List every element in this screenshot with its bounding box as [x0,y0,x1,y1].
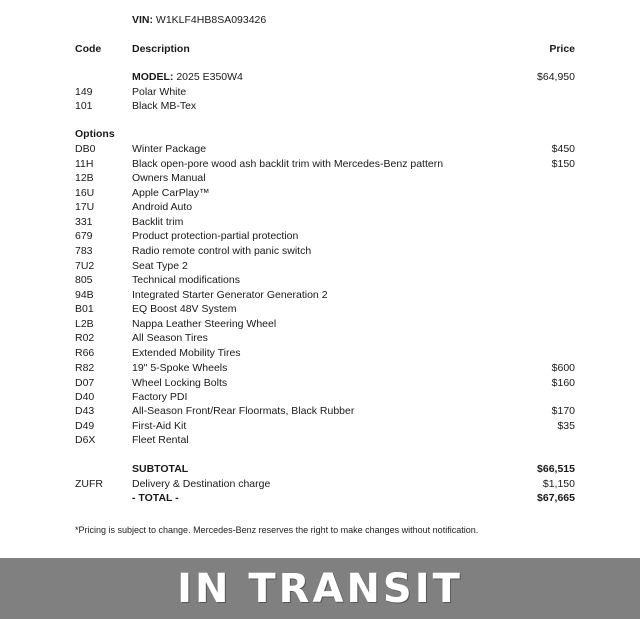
model-price: $64,950 [537,71,575,83]
option-code: 7U2 [75,260,95,272]
option-code: 16U [75,187,95,199]
option-description: All-Season Front/Rear Floormats, Black Rubber [132,405,355,417]
subtotal-label: SUBTOTAL [132,463,189,475]
destination-price: $1,150 [542,478,575,490]
option-description: Backlit trim [132,216,184,228]
option-code: 11H [75,158,94,170]
model-label: MODEL: [132,71,174,83]
vin-line [132,13,266,28]
total-label: - TOTAL - [132,492,179,504]
option-code: R02 [75,332,95,344]
column-headers [0,42,640,57]
option-code: R82 [75,362,95,374]
option-price: $170 [551,405,575,417]
pricing-note: *Pricing is subject to change. Mercedes-Benz reserves the right to make changes without notification. [75,525,479,535]
table-row [0,317,640,332]
table-row [0,273,640,288]
option-description: Radio remote control with panic switch [132,245,312,257]
option-description: Fleet Rental [132,434,189,446]
total-row [0,491,640,506]
option-description: Factory PDI [132,391,188,403]
item-code: 149 [75,86,93,98]
option-description: Wheel Locking Bolts [132,377,228,389]
table-row [0,85,640,100]
option-description: 19" 5-Spoke Wheels [132,362,228,374]
table-row [0,288,640,303]
option-description: Black open-pore wood ash backlit trim with Mercedes-Benz pattern [132,158,444,170]
option-code: D43 [75,405,95,417]
table-row [0,433,640,448]
table-row [0,229,640,244]
option-code: D40 [75,391,95,403]
option-code: 805 [75,274,93,286]
in-transit-banner [0,558,640,619]
table-row [0,171,640,186]
option-code: 679 [75,230,93,242]
option-description: Android Auto [132,201,193,213]
option-code: D6X [75,434,96,446]
destination-code: ZUFR [75,478,103,490]
table-row [0,259,640,274]
header-code: Code [75,43,102,55]
option-description: Winter Package [132,143,207,155]
table-row [0,186,640,201]
option-code: 94B [75,289,94,301]
option-price: $450 [551,143,575,155]
option-code: B01 [75,303,94,315]
option-price: $35 [557,420,575,432]
option-description: Seat Type 2 [132,260,188,272]
option-code: R66 [75,347,95,359]
option-code: 12B [75,172,94,184]
item-code: 101 [75,100,93,112]
option-code: 17U [75,201,95,213]
table-row [0,142,640,157]
model-value: 2025 E350W4 [176,71,243,83]
subtotal-price: $66,515 [537,463,575,475]
option-description: Nappa Leather Steering Wheel [132,318,277,330]
vin-label: VIN: [132,14,153,26]
table-row [0,244,640,259]
option-code: 783 [75,245,93,257]
option-description: Apple CarPlay™ [132,187,210,199]
table-row [0,215,640,230]
options-heading: Options [75,128,115,140]
option-description: First-Aid Kit [132,420,187,432]
table-row [0,404,640,419]
option-price: $160 [551,377,575,389]
option-description: EQ Boost 48V System [132,303,237,315]
table-row [0,361,640,376]
table-row [0,99,640,114]
table-row [0,302,640,317]
option-description: All Season Tires [132,332,208,344]
model-row [0,70,640,85]
option-code: DB0 [75,143,96,155]
option-price: $150 [551,158,575,170]
destination-row [0,477,640,492]
option-code: D07 [75,377,95,389]
subtotal-row [0,462,640,477]
banner-text: IN TRANSIT [177,565,463,612]
option-description: Technical modifications [132,274,240,286]
table-row [0,346,640,361]
option-code: 331 [75,216,93,228]
item-description: Black MB-Tex [132,100,197,112]
option-description: Integrated Starter Generator Generation 2 [132,289,328,301]
vin-value: W1KLF4HB8SA093426 [155,14,267,26]
option-description: Owners Manual [132,172,206,184]
table-row [0,390,640,405]
destination-description: Delivery & Destination charge [132,478,271,490]
option-description: Product protection-partial protection [132,230,299,242]
table-row [0,419,640,434]
option-code: L2B [75,318,94,330]
table-row [0,200,640,215]
total-price: $67,665 [537,492,575,504]
table-row [0,376,640,391]
option-description: Extended Mobility Tires [132,347,241,359]
option-code: D49 [75,420,95,432]
item-description: Polar White [132,86,187,98]
table-row [0,331,640,346]
header-price: Price [549,43,575,55]
header-description: Description [132,43,190,55]
option-price: $600 [551,362,575,374]
table-row [0,157,640,172]
